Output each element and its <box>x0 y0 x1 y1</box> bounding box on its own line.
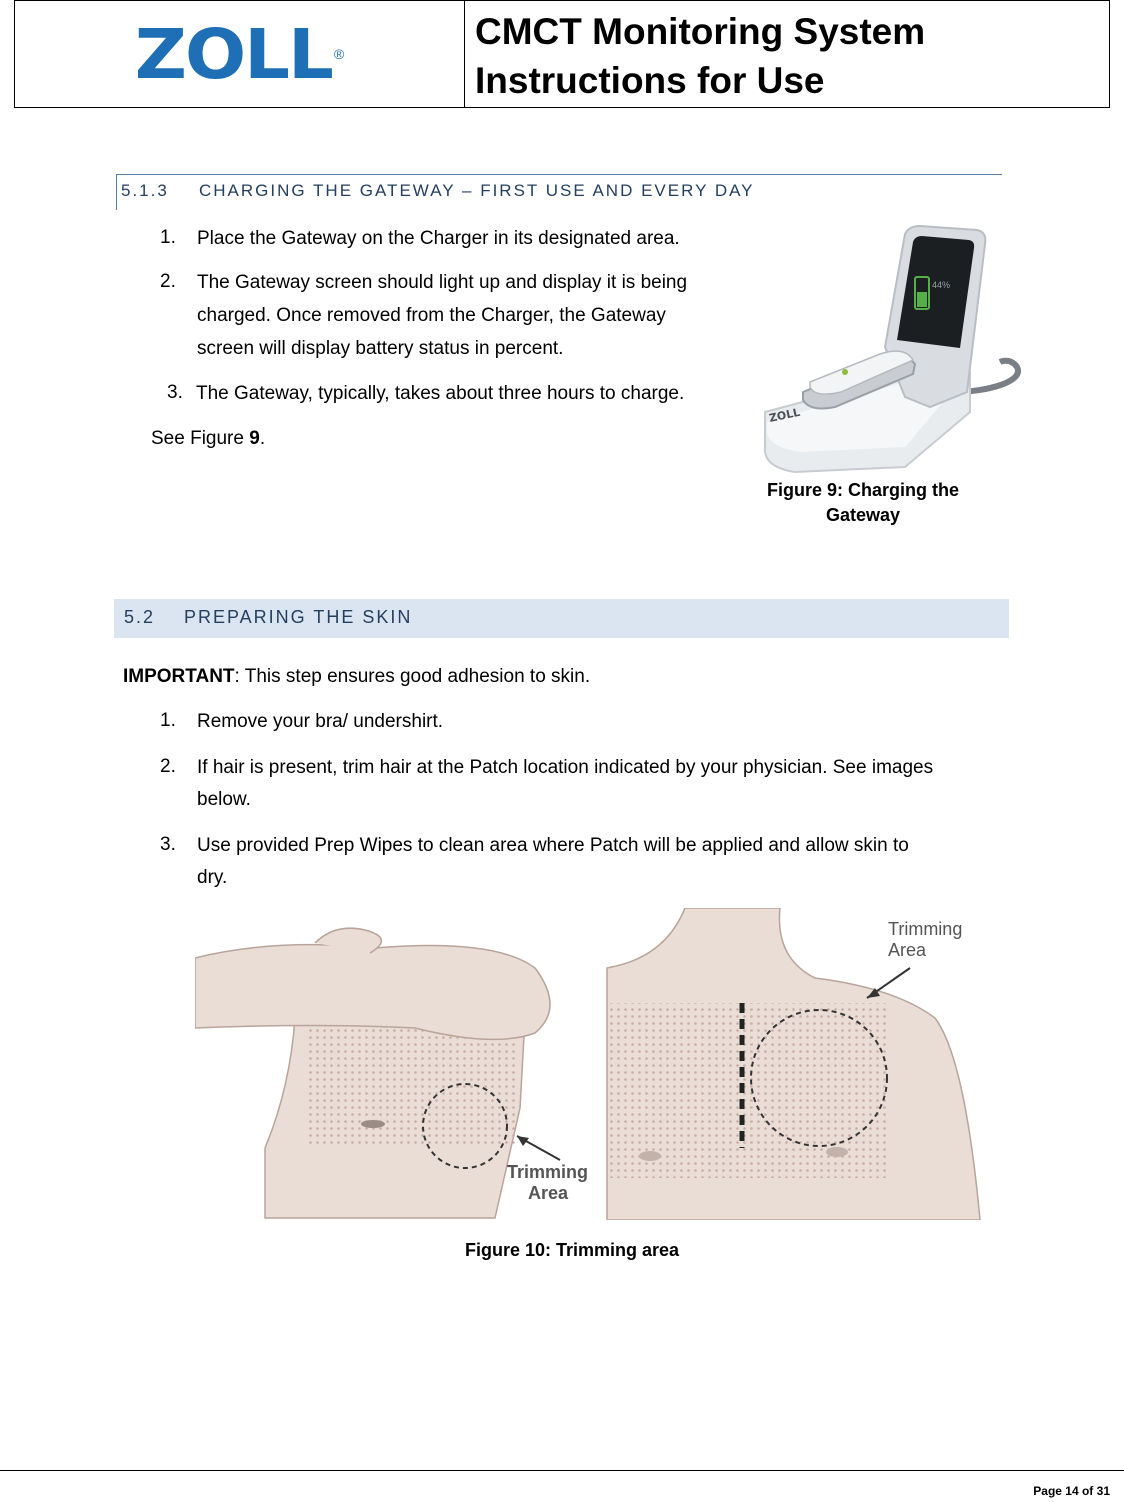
figure-9-caption-line-2: Gateway <box>825 505 901 525</box>
list-number: 1. <box>160 710 176 731</box>
important-text: : This step ensures good adhesion to skin. <box>234 666 591 687</box>
footer-divider <box>0 1470 1124 1471</box>
section-number: 5.1.3 <box>121 181 169 200</box>
side-trimming-label-2: Area <box>528 1183 569 1203</box>
nipple-left <box>639 1151 661 1161</box>
figure-9-caption-line-1: Figure 9: Charging the <box>766 480 959 500</box>
figure-10-caption: Figure 10: Trimming area <box>464 1240 680 1260</box>
front-trimming-label-1: Trimming <box>888 919 963 939</box>
patch-led <box>842 369 848 375</box>
title-line-2: Instructions for Use <box>475 60 825 101</box>
list-number: 3. <box>160 834 176 855</box>
charger-logo: ZOLL <box>767 405 802 425</box>
nipple-right <box>826 1147 848 1157</box>
list-item-line: Use provided Prep Wipes to clean area where Patch will be applied and allow skin to <box>197 835 909 856</box>
list-item: Place the Gateway on the Charger in its designated area. <box>197 228 680 249</box>
figure-9-caption <box>752 478 974 528</box>
important-note <box>123 660 590 693</box>
raised-arm <box>195 945 550 1040</box>
section-title: PREPARING THE SKIN <box>184 607 413 627</box>
figure-reference-suffix: . <box>259 428 266 449</box>
battery-fill <box>917 292 927 307</box>
document-title <box>465 1 1109 107</box>
list-number: 1. <box>160 227 176 248</box>
section-title: CHARGING THE GATEWAY – FIRST USE AND EVERY DAY <box>199 181 755 200</box>
side-view-figure <box>195 928 588 1218</box>
front-view-figure <box>607 908 980 1220</box>
list-number: 3. <box>167 382 183 403</box>
title-line-1: CMCT Monitoring System <box>475 11 926 52</box>
important-label: IMPORTANT <box>123 666 235 687</box>
list-number: 2. <box>160 271 176 292</box>
list-number: 2. <box>160 756 176 777</box>
section-number: 5.2 <box>124 607 156 627</box>
navel <box>361 1120 385 1128</box>
figure-reference-prefix: See Figure <box>151 428 250 449</box>
trimming-area-illustration <box>195 908 985 1220</box>
registered-mark: ® <box>333 46 345 62</box>
list-item: Remove your bra/ undershirt. <box>197 711 444 732</box>
list-item-line: screen will display battery status in percent. <box>197 338 564 359</box>
zoll-logo: ZOLL <box>134 14 332 94</box>
list-item-line: charged. Once removed from the Charger, the Gateway <box>197 305 666 326</box>
section-heading-5-1-3 <box>116 174 1002 210</box>
figure-reference <box>151 422 265 455</box>
battery-percent: 44% <box>932 280 951 290</box>
charging-gateway-illustration <box>755 222 1025 477</box>
logo-cell <box>15 1 465 107</box>
list-item-line: The Gateway screen should light up and display it is being <box>197 272 688 293</box>
list-item-line: dry. <box>197 867 228 888</box>
side-trimming-label-1: Trimming <box>507 1162 589 1182</box>
page-number: Page 14 of 31 <box>1033 1484 1110 1498</box>
list-item-line: below. <box>197 789 251 810</box>
figure-reference-number: 9 <box>249 428 260 449</box>
list-item: The Gateway, typically, takes about three hours to charge. <box>196 383 685 404</box>
front-trimming-label-2: Area <box>888 940 927 960</box>
section-heading-5-2 <box>114 599 1009 638</box>
list-item-line: If hair is present, trim hair at the Patch location indicated by your physician. See images <box>197 757 934 778</box>
document-header <box>14 0 1110 108</box>
